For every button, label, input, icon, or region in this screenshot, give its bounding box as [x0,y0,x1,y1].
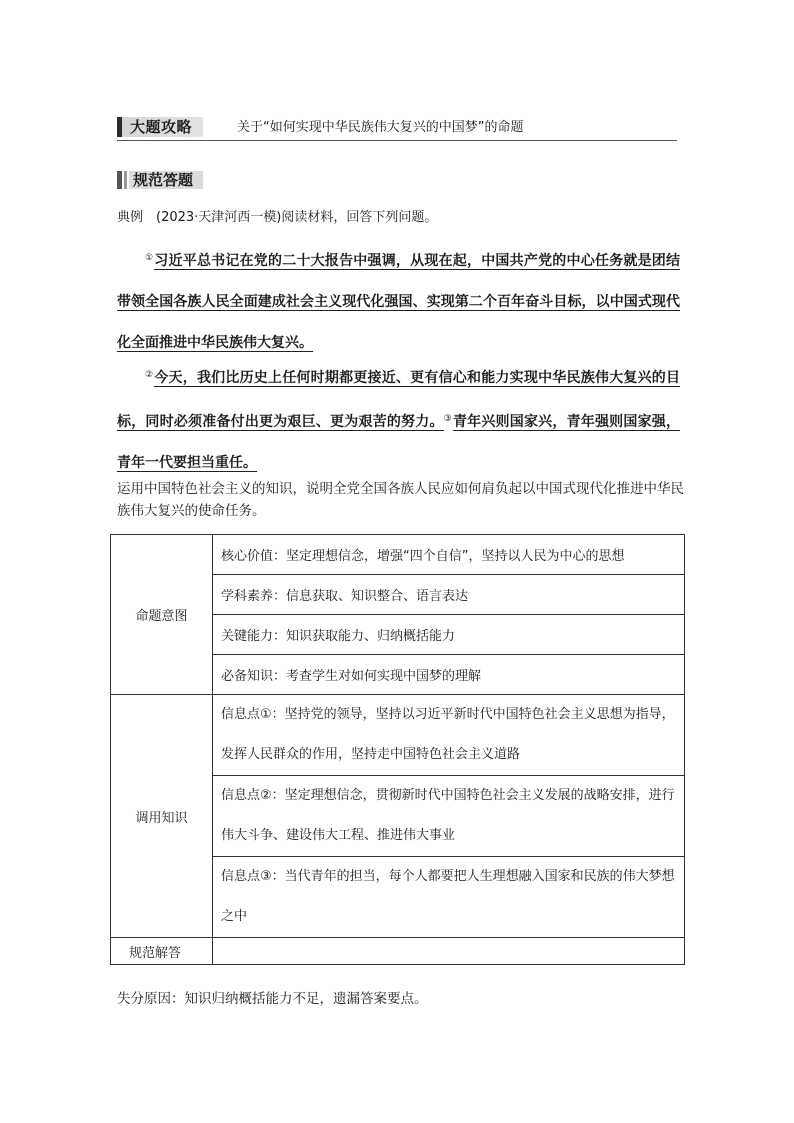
intent-cell: 核心价值：坚定理想信念，增强“四个自信”，坚持以人民为中心的思想 [213,535,685,575]
material-text-2: 今天，我们比历史上任何时期都更接近、更有信心和能力实现中华民族伟大复兴的目标，同时必须准备付出更为艰巨、更为艰苦的努力。 [117,370,681,430]
intent-cell: 关键能力：知识获取能力、归纳概括能力 [213,615,685,655]
material-text-1: 习近平总书记在党的二十大报告中强调，从现在起，中国共产党的中心任务就是团结带领全国各族人民全面建成社会主义现代化强国、实现第二个百年奋斗目标，以中国式现代化全面推进中华民族伟大复兴。 [117,253,681,351]
section-title: 规范答题 [133,171,194,189]
section-badge [117,170,203,190]
circled-number-1: ① [145,253,154,263]
topic-header [117,116,677,141]
knowledge-cell: 信息点②：坚定理想信念，贯彻新时代中国特色社会主义发展的战略安排，进行伟大斗争、建设伟大工程、推进伟大事业 [213,776,685,857]
loss-reason: 失分原因：知识归纳概括能力不足，遗漏答案要点。 [117,991,428,1007]
table-row [111,938,685,965]
material-paragraph-1 [117,238,680,364]
knowledge-label: 调用知识 [111,695,213,938]
badge-bar [117,171,122,189]
table-row [111,535,685,575]
example-lead: 典例 (2023·天津河西一模)阅读材料，回答下列问题。 [117,210,438,225]
badge-bar-light [124,171,127,189]
table-row [111,695,685,776]
analysis-table [110,534,685,965]
material-paragraph-2 [117,355,680,484]
intent-label: 命题意图 [111,535,213,695]
answer-label: 规范解答 [111,938,213,965]
answer-cell [213,938,685,965]
knowledge-cell: 信息点③：当代青年的担当，每个人都要把人生理想融入国家和民族的伟大梦想之中 [213,857,685,938]
topic-subtitle: 关于“如何实现中华民族伟大复兴的中国梦”的命题 [237,120,524,135]
material-text-3: 青年兴则国家兴，青年强则国家强，青年一代要担当重任。 [117,414,680,471]
knowledge-cell: 信息点①：坚持党的领导，坚持以习近平新时代中国特色社会主义思想为指导，发挥人民群众的作用，坚持走中国特色社会主义道路 [213,695,685,776]
circled-number-2: ② [145,370,154,380]
topic-tag [117,117,203,137]
topic-tag-label: 大题攻略 [130,118,193,136]
question-text: 运用中国特色社会主义的知识，说明全党全国各族人民应如何肩负起以中国式现代化推进中华民族伟大复兴的使命任务。 [117,481,684,519]
intent-cell: 学科素养：信息获取、知识整合、语言表达 [213,575,685,615]
intent-cell: 必备知识：考查学生对如何实现中国梦的理解 [213,655,685,695]
circled-number-3: ③ [443,414,452,424]
